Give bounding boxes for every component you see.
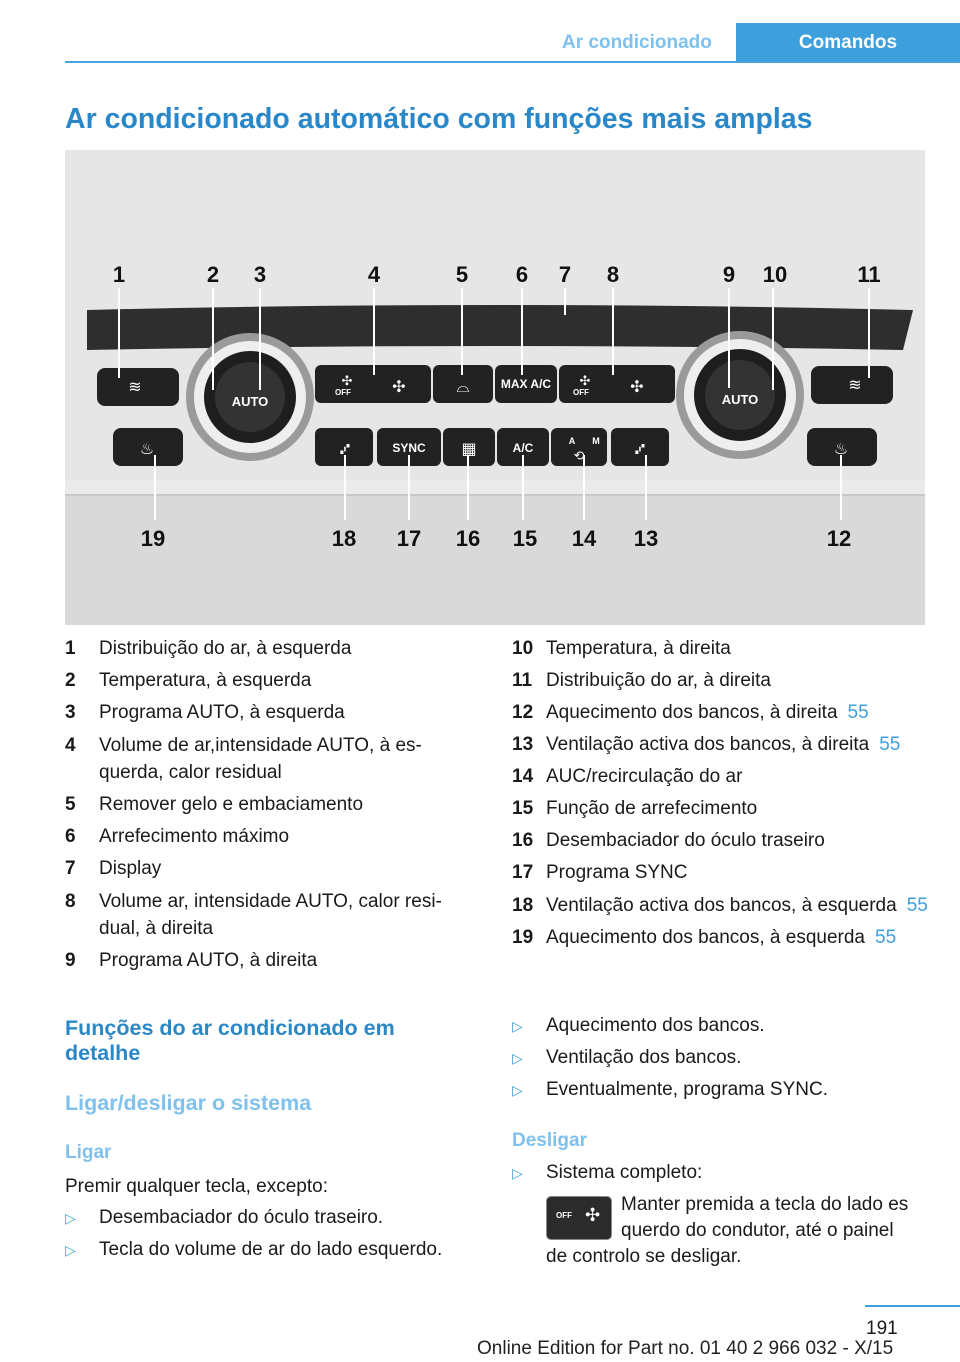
callout-14: 14 bbox=[571, 526, 597, 551]
callout-6: 6 bbox=[515, 262, 529, 287]
legend-item bbox=[512, 889, 952, 922]
legend-number: 10 bbox=[512, 638, 534, 659]
legend-number: 4 bbox=[65, 735, 76, 756]
legend-text: Ventilação activa dos bancos, à esquerda bbox=[546, 895, 897, 916]
legend-number: 19 bbox=[512, 927, 534, 948]
fan-small-right-icon: ✣ bbox=[579, 374, 591, 389]
fan-icon: ✣ bbox=[585, 1205, 601, 1226]
list-item bbox=[512, 1074, 952, 1106]
legend-text: Distribuição do ar, à direita bbox=[546, 670, 771, 691]
section-heading: Funções do ar condicionado em detalhe bbox=[65, 1016, 395, 1065]
air-distribution-left-icon: ≋ bbox=[128, 377, 142, 396]
bullet-text: Tecla do volume de ar do lado esquerdo. bbox=[99, 1239, 443, 1260]
list-item bbox=[65, 1202, 485, 1234]
legend-text: Função de arrefecimento bbox=[546, 798, 758, 819]
legend-text: Aquecimento dos bancos, à direita bbox=[546, 702, 838, 723]
legend-text: Display bbox=[99, 858, 162, 879]
page-title: Ar condicionado automático com funções mais amplas bbox=[65, 103, 813, 135]
seat-heating-right-icon: ♨ bbox=[833, 439, 849, 458]
page-reference-link[interactable]: 55 bbox=[906, 895, 928, 916]
legend-number: 17 bbox=[512, 862, 534, 883]
callout-15: 15 bbox=[512, 526, 538, 551]
edition-note: Online Edition for Part no. 01 40 2 966 032 - X/15 bbox=[477, 1338, 894, 1359]
fan-small-left-icon: ✣ bbox=[341, 374, 353, 389]
legend-item bbox=[65, 821, 465, 853]
legend-right bbox=[512, 633, 952, 954]
off-left-label: OFF bbox=[335, 388, 351, 397]
legend-text: Temperatura, à direita bbox=[546, 638, 731, 659]
callout-12: 12 bbox=[826, 526, 852, 551]
legend-item bbox=[65, 885, 465, 945]
rear-defrost-icon: ▦ bbox=[461, 439, 477, 458]
fan-large-left-icon: ✣ bbox=[392, 377, 406, 396]
legend-number: 2 bbox=[65, 670, 76, 691]
ligar-bullet-list bbox=[65, 1202, 485, 1266]
air-distribution-right-icon: ≋ bbox=[848, 375, 862, 394]
bullet-text: Desembaciador do óculo traseiro. bbox=[99, 1207, 384, 1228]
legend-item bbox=[65, 697, 465, 729]
a-label: A bbox=[568, 436, 576, 446]
callout-2: 2 bbox=[206, 262, 220, 287]
legend-item bbox=[512, 633, 952, 665]
legend-item bbox=[512, 665, 952, 697]
desligar-text-line-3: de controlo se desligar. bbox=[546, 1246, 742, 1267]
legend-item bbox=[512, 793, 952, 825]
ac-label: A/C bbox=[512, 441, 534, 455]
legend-item bbox=[512, 729, 952, 761]
display-strip bbox=[87, 305, 913, 350]
climate-control-panel-figure bbox=[65, 150, 925, 625]
list-item bbox=[65, 1234, 485, 1266]
desligar-text-line-1: Manter premida a tecla do lado es bbox=[621, 1194, 909, 1215]
legend-text: Programa SYNC bbox=[546, 862, 688, 883]
legend-text: Aquecimento dos bancos, à esquerda bbox=[546, 927, 865, 948]
seat-ventilation-right-icon: ⑇ bbox=[635, 439, 645, 458]
bullet-text: Ventilação dos bancos. bbox=[546, 1047, 742, 1068]
auto-right-label: AUTO bbox=[721, 392, 759, 407]
legend-text: Arrefecimento máximo bbox=[99, 826, 290, 847]
callout-9: 9 bbox=[722, 262, 736, 287]
max-ac-label: MAX A/C bbox=[500, 377, 552, 391]
defrost-icon: ⌓ bbox=[456, 377, 470, 396]
subsection-heading: Ligar/desligar o sistema bbox=[65, 1091, 312, 1115]
legend-text: Temperatura, à esquerda bbox=[99, 670, 312, 691]
bullet-text: Eventualmente, programa SYNC. bbox=[546, 1079, 828, 1100]
legend-text: Distribuição do ar, à esquerda bbox=[99, 638, 352, 659]
legend-item bbox=[65, 945, 465, 977]
legend-number: 7 bbox=[65, 858, 76, 879]
right-bullet-list bbox=[512, 1010, 952, 1106]
legend-item bbox=[512, 697, 952, 729]
legend-item bbox=[65, 633, 465, 665]
recirculation-icon: ⟲ bbox=[573, 449, 585, 464]
legend-text: Volume de ar,intensidade AUTO, à esquerda, calor residual bbox=[99, 735, 422, 783]
legend-number: 14 bbox=[512, 766, 534, 787]
callout-10: 10 bbox=[762, 262, 788, 287]
list-item bbox=[512, 1157, 702, 1189]
m-label: M bbox=[592, 436, 600, 446]
callout-13: 13 bbox=[633, 526, 659, 551]
legend-text: Volume ar, intensidade AUTO, calor residual, à direita bbox=[99, 891, 442, 939]
page-reference-link[interactable]: 55 bbox=[875, 927, 897, 948]
legend-number: 3 bbox=[65, 702, 76, 723]
legend-number: 12 bbox=[512, 702, 534, 723]
bullet-text: Aquecimento dos bancos. bbox=[546, 1015, 765, 1036]
legend-item bbox=[512, 922, 952, 954]
list-item bbox=[512, 1042, 952, 1074]
callout-17: 17 bbox=[396, 526, 422, 551]
callout-19: 19 bbox=[140, 526, 166, 551]
legend-item bbox=[512, 761, 952, 793]
legend-text: Desembaciador do óculo traseiro bbox=[546, 830, 825, 851]
legend-number: 16 bbox=[512, 830, 534, 851]
triangle-bullet-icon: ▷ bbox=[65, 1210, 76, 1226]
legend-item bbox=[65, 789, 465, 821]
legend-item bbox=[512, 857, 952, 889]
sync-label: SYNC bbox=[392, 441, 426, 455]
page-number: 191 bbox=[866, 1318, 898, 1339]
legend-text: Remover gelo e embaciamento bbox=[99, 794, 364, 815]
fan-large-right-icon: ✣ bbox=[630, 377, 644, 396]
page-reference-link[interactable]: 55 bbox=[847, 702, 869, 723]
legend-number: 11 bbox=[512, 670, 533, 691]
legend-text: AUC/recirculação do ar bbox=[546, 766, 743, 787]
bullet-text: Sistema completo: bbox=[546, 1162, 703, 1183]
desligar-heading: Desligar bbox=[512, 1130, 587, 1151]
page-reference-link[interactable]: 55 bbox=[879, 734, 901, 755]
callout-4: 4 bbox=[367, 262, 381, 287]
footer-rule bbox=[865, 1305, 960, 1307]
header-section-title: Ar condicionado bbox=[562, 32, 712, 53]
legend-number: 6 bbox=[65, 826, 76, 847]
legend-item bbox=[512, 825, 952, 857]
legend-item bbox=[65, 729, 465, 789]
legend-number: 5 bbox=[65, 794, 76, 815]
triangle-bullet-icon: ▷ bbox=[512, 1018, 523, 1034]
triangle-bullet-icon: ▷ bbox=[512, 1050, 523, 1066]
seat-ventilation-left-icon: ⑇ bbox=[340, 439, 350, 458]
callout-8: 8 bbox=[606, 262, 620, 287]
header-tab-commands[interactable]: Comandos bbox=[736, 23, 960, 63]
triangle-bullet-icon: ▷ bbox=[65, 1242, 76, 1258]
auto-left-label: AUTO bbox=[231, 394, 269, 409]
callout-11: 11 bbox=[857, 262, 881, 287]
legend-item bbox=[65, 853, 465, 885]
legend-number: 8 bbox=[65, 891, 76, 912]
list-item bbox=[512, 1010, 952, 1042]
legend-text: Programa AUTO, à direita bbox=[99, 950, 318, 971]
callout-7: 7 bbox=[558, 262, 572, 287]
legend-left bbox=[65, 633, 465, 977]
callout-5: 5 bbox=[455, 262, 469, 287]
callout-1: 1 bbox=[112, 262, 126, 287]
triangle-bullet-icon: ▷ bbox=[512, 1165, 523, 1181]
air-volume-right-button bbox=[559, 365, 675, 403]
legend-text: Ventilação activa dos bancos, à direita bbox=[546, 734, 870, 755]
legend-number: 13 bbox=[512, 734, 534, 755]
callout-18: 18 bbox=[331, 526, 357, 551]
legend-number: 15 bbox=[512, 798, 534, 819]
off-right-label: OFF bbox=[573, 388, 589, 397]
desligar-text-line-2: querdo do condutor, até o painel bbox=[621, 1220, 894, 1241]
callout-16: 16 bbox=[455, 526, 481, 551]
header-rule bbox=[65, 61, 960, 63]
legend-number: 1 bbox=[65, 638, 76, 659]
ligar-text: Premir qualquer tecla, excepto: bbox=[65, 1176, 328, 1197]
triangle-bullet-icon: ▷ bbox=[512, 1082, 523, 1098]
key-off-label: OFF bbox=[556, 1211, 572, 1220]
legend-item bbox=[65, 665, 465, 697]
legend-number: 9 bbox=[65, 950, 76, 971]
fan-off-key-image bbox=[546, 1196, 612, 1240]
ligar-heading: Ligar bbox=[65, 1142, 112, 1163]
legend-text: Programa AUTO, à esquerda bbox=[99, 702, 345, 723]
seat-heating-left-icon: ♨ bbox=[139, 439, 155, 458]
legend-number: 18 bbox=[512, 895, 534, 916]
callout-3: 3 bbox=[253, 262, 267, 287]
